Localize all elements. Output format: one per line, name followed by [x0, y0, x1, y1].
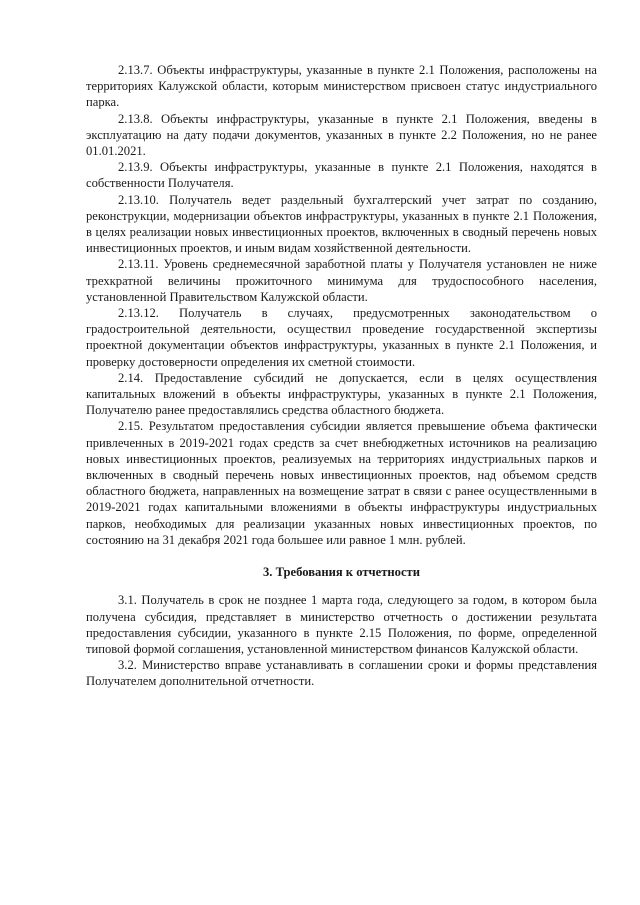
paragraph-2-13-10: 2.13.10. Получатель ведет раздельный бухгалтерский учет затрат по созданию, реконструкции, модернизации объектов инфраструктуры, указанных в пункте 2.1 Положения, в целях реализации новых инвестиционных проектов, включенных в сводный перечень новых инвестиционных проектов, и иным видам хозяйственной деятельности.	[86, 192, 597, 256]
paragraph-2-13-8: 2.13.8. Объекты инфраструктуры, указанные в пункте 2.1 Положения, введены в эксплуатацию на дату подачи документов, указанных в пункте 2.2 Положения, но не ранее 01.01.2021.	[86, 111, 597, 159]
paragraph-2-14: 2.14. Предоставление субсидий не допускается, если в целях осуществления капитальных вложений в объекты инфраструктуры, указанных в пункте 2.1 Положения, Получателю ранее предоставлялись средства областного бюджета.	[86, 370, 597, 418]
document-page	[86, 62, 597, 690]
paragraph-2-13-7: 2.13.7. Объекты инфраструктуры, указанные в пункте 2.1 Положения, расположены на территориях Калужской области, которым министерством присвоен статус индустриального парка.	[86, 63, 597, 110]
paragraph-3-2: 3.2. Министерство вправе устанавливать в соглашении сроки и формы представления Получателем дополнительной отчетности.	[86, 658, 597, 689]
paragraph-2-13-11: 2.13.11. Уровень среднемесячной заработной платы у Получателя установлен не ниже трехкратной величины прожиточного минимума для трудоспособного населения, установленной Правительством Калужской области.	[86, 257, 597, 304]
paragraph-2-15: 2.15. Результатом предоставления субсидии является превышение объема фактически привлеченных в 2019-2021 годах средств за счет внебюджетных источников на реализацию новых инвестиционных проектов, реализуемых на территориях индустриальных парков и включенных в сводный перечень новых инвестиционных проектов, над объемом средств областного бюджета, направленных на возмещение затрат в связи с ранее осуществленными в 2019-2021 годах капитальными вложениями в объекты инфраструктуры индустриальных парков, необходимых для реализации указанных новых инвестиционных проектов, по состоянию на 31 декабря 2021 года большее или равное 1 млн. рублей.	[86, 419, 597, 547]
section-heading: 3. Требования к отчетности	[263, 565, 420, 580]
paragraph-2-13-12: 2.13.12. Получатель в случаях, предусмотренных законодательством о градостроительной деятельности, осуществил проведение государственной экспертизы проектной документации объектов инфраструктуры, указанных в пункте 2.1 Положения, и проверку достоверности определения их сметной стоимости.	[86, 306, 597, 369]
paragraph-3-1: 3.1. Получатель в срок не позднее 1 марта года, следующего за годом, в котором была получена субсидия, представляет в министерство отчетность о достижении результата предоставления субсидии, указанного в пункте 2.15 Положения, по форме, определенной типовой формой соглашения, установленной министерством финансов Калужской области.	[86, 593, 597, 656]
paragraph-2-13-9: 2.13.9. Объекты инфраструктуры, указанные в пункте 2.1 Положения, находятся в собственности Получателя.	[86, 160, 597, 191]
